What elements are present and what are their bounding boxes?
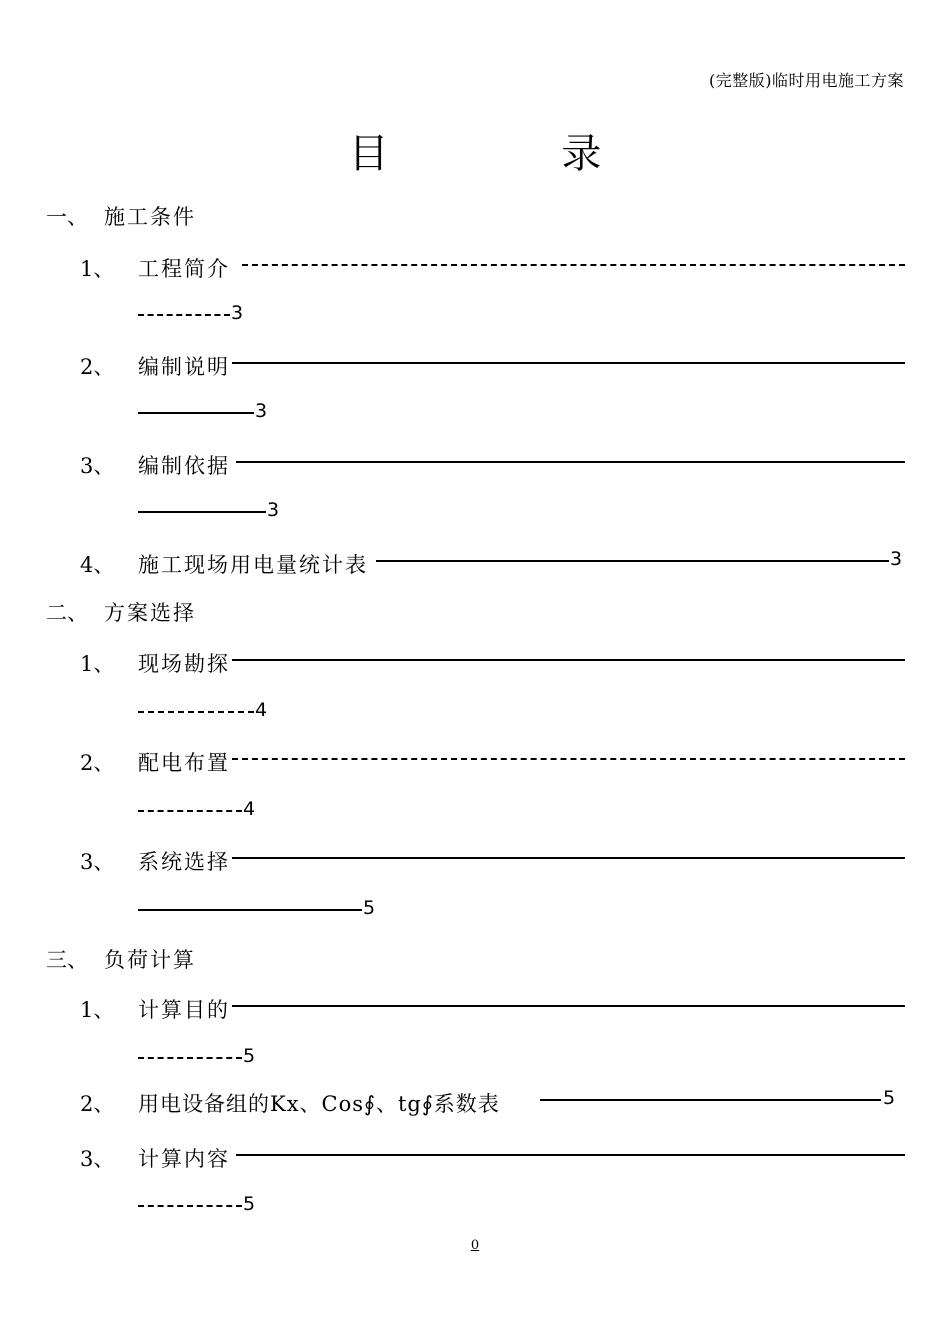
page-footer-number: 0	[470, 1238, 480, 1253]
toc-page-number: 4	[243, 798, 256, 820]
toc-leader	[236, 461, 905, 463]
toc-leader	[242, 264, 905, 266]
toc-item-label[interactable]: 编制说明	[138, 355, 230, 379]
toc-leader	[232, 758, 905, 760]
toc-item-label[interactable]: 编制依据	[138, 454, 230, 478]
toc-item-label[interactable]: 配电布置	[138, 751, 230, 775]
toc-leader	[232, 362, 905, 364]
toc-leader	[232, 659, 905, 661]
toc-page-number: 5	[883, 1087, 896, 1109]
toc-page-number: 4	[255, 699, 268, 721]
toc-leader	[138, 711, 254, 713]
toc-leader	[138, 511, 266, 513]
section-number: 三、	[46, 948, 88, 972]
section-number: 一、	[46, 205, 88, 229]
toc-leader	[138, 1205, 242, 1207]
running-header: (完整版)临时用电施工方案	[709, 71, 904, 90]
toc-item-number: 3、	[80, 454, 115, 478]
toc-leader	[236, 1154, 905, 1156]
toc-item-label[interactable]: 系统选择	[138, 850, 230, 874]
section-number: 二、	[46, 601, 88, 625]
section-title: 负荷计算	[104, 948, 196, 972]
toc-page-number: 5	[243, 1193, 256, 1215]
toc-page-number: 3	[231, 302, 244, 324]
toc-page-number: 5	[363, 897, 376, 919]
toc-item-label[interactable]: 工程简介	[138, 257, 230, 281]
toc-item-number: 1、	[80, 257, 115, 281]
toc-item-label[interactable]: 计算内容	[138, 1147, 230, 1171]
toc-item-number: 2、	[80, 751, 115, 775]
toc-leader	[138, 314, 230, 316]
toc-page-number: 3	[255, 400, 268, 422]
toc-item-number: 1、	[80, 998, 115, 1022]
section-title: 施工条件	[104, 205, 196, 229]
toc-page-number: 3	[890, 548, 903, 570]
toc-item-label[interactable]: 现场勘探	[138, 652, 230, 676]
toc-leader	[138, 810, 242, 812]
toc-item-number: 4、	[80, 553, 115, 577]
toc-leader	[232, 1005, 905, 1007]
toc-title: 目 录	[348, 131, 682, 177]
toc-page-number: 3	[267, 499, 280, 521]
toc-leader	[376, 560, 889, 562]
toc-item-number: 3、	[80, 850, 115, 874]
section-title: 方案选择	[104, 601, 196, 625]
toc-item-label[interactable]: 用电设备组的Kx、Cos∮、tg∮系数表	[138, 1092, 500, 1116]
toc-item-number: 3、	[80, 1147, 115, 1171]
toc-leader	[138, 1057, 242, 1059]
toc-item-number: 2、	[80, 355, 115, 379]
toc-item-label[interactable]: 施工现场用电量统计表	[138, 553, 368, 577]
toc-item-number: 1、	[80, 652, 115, 676]
toc-leader	[138, 909, 362, 911]
toc-leader	[232, 857, 905, 859]
toc-leader	[138, 412, 254, 414]
toc-item-label[interactable]: 计算目的	[138, 998, 230, 1022]
toc-item-number: 2、	[80, 1092, 115, 1116]
toc-page-number: 5	[243, 1045, 256, 1067]
toc-leader	[540, 1099, 881, 1101]
